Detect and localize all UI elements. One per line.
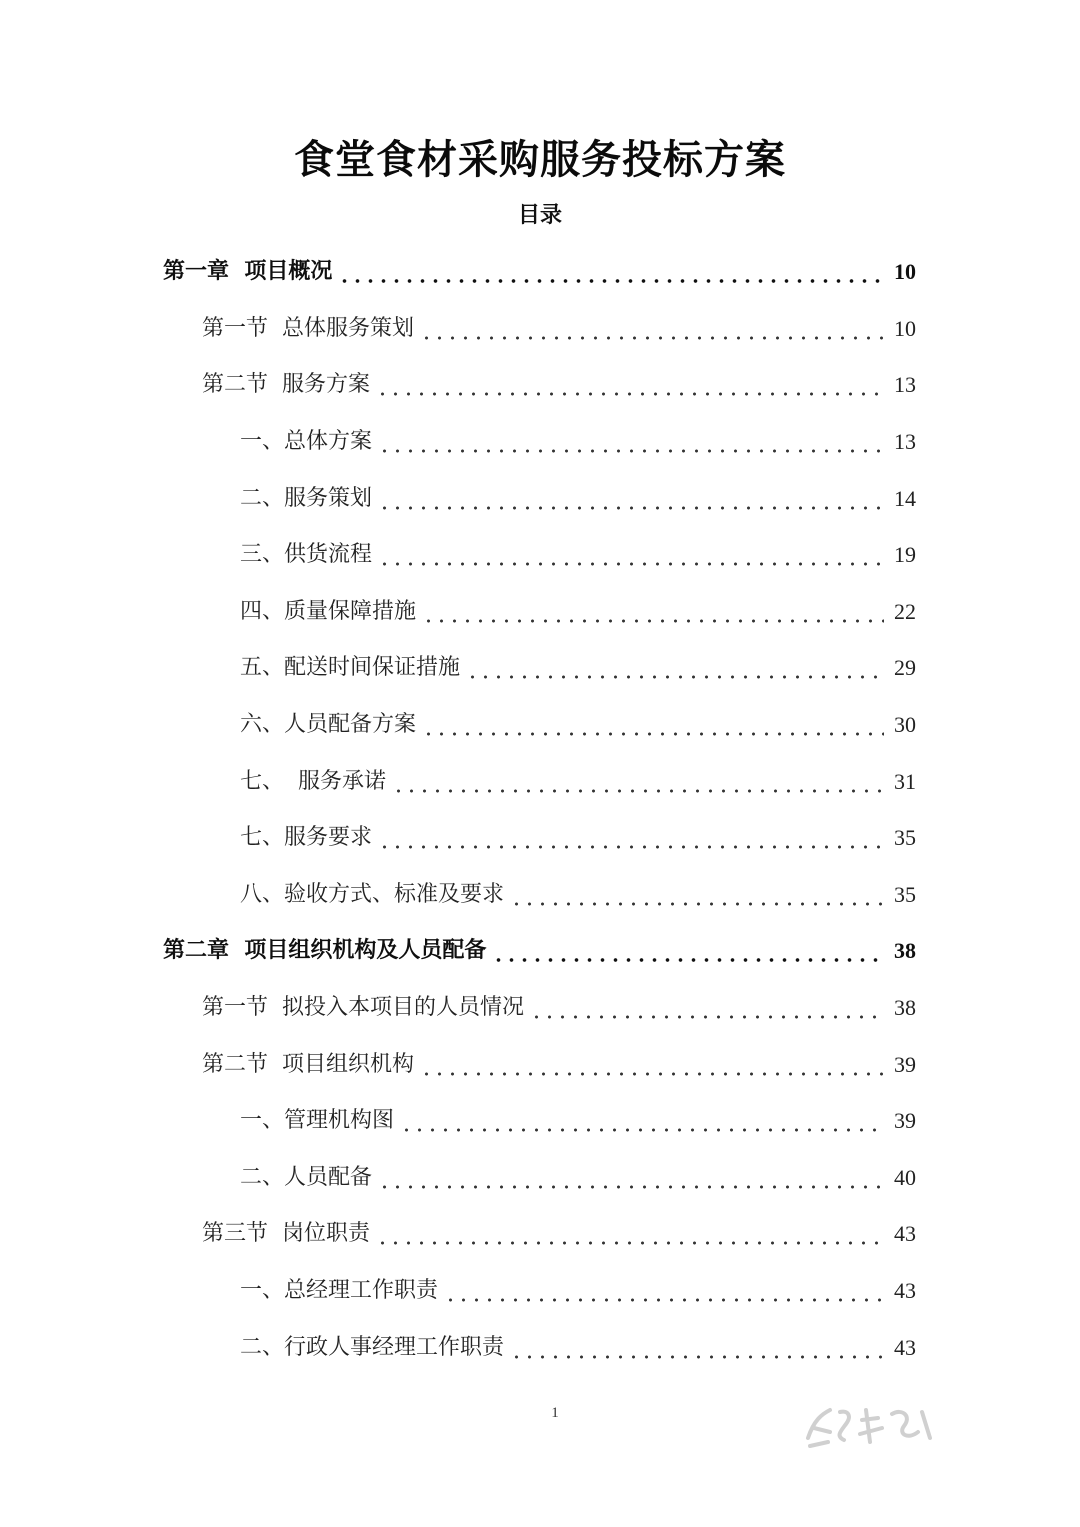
toc-entry-chapter[interactable]	[0, 244, 1080, 301]
toc-entry-page: 35	[894, 825, 916, 851]
dot-leader	[510, 880, 884, 910]
toc-entry-subsection[interactable]	[0, 1093, 1080, 1150]
dot-leader	[378, 1163, 884, 1193]
toc-entry-page: 13	[894, 372, 916, 398]
dot-leader	[492, 936, 884, 966]
dot-leader	[400, 1106, 884, 1136]
toc-entry-section[interactable]	[0, 980, 1080, 1037]
dot-leader	[338, 257, 884, 287]
toc-entry-subsection[interactable]	[0, 697, 1080, 754]
toc-entry-page: 31	[894, 768, 916, 794]
toc-entry-title: 六、人员配备方案	[240, 712, 417, 738]
toc-entry-title: 一、总经理工作职责	[240, 1277, 439, 1303]
toc-entry-page: 39	[894, 1051, 916, 1077]
toc-entry-page: 10	[894, 315, 916, 341]
toc-entry-subsection[interactable]	[0, 810, 1080, 867]
toc-entry-title: 五、配送时间保证措施	[240, 655, 461, 681]
toc-entry-page: 10	[894, 259, 916, 285]
toc-entry-title: 一、总体方案	[240, 429, 373, 455]
toc-entry-page: 38	[894, 938, 916, 964]
dot-leader	[422, 710, 884, 740]
toc-entry-subsection[interactable]	[0, 867, 1080, 924]
toc-entry-title: 第三节 岗位职责	[202, 1221, 370, 1247]
dot-leader	[530, 993, 884, 1023]
toc-entry-page: 43	[894, 1334, 916, 1360]
toc-entry-page: 29	[894, 655, 916, 681]
document-title: 食堂食材采购服务投标方案	[294, 137, 786, 183]
dot-leader	[378, 484, 884, 514]
toc-entry-page: 40	[894, 1164, 916, 1190]
toc-entry-title: 三、供货流程	[240, 542, 373, 568]
toc-entry-page: 43	[894, 1277, 916, 1303]
toc-entry-subsection[interactable]	[0, 414, 1080, 471]
toc-heading: 目录	[517, 203, 562, 228]
toc-entry-title: 七、 服务承诺	[240, 768, 386, 794]
dot-leader	[392, 767, 884, 797]
toc-entry-section[interactable]	[0, 357, 1080, 414]
toc-entry-title: 一、管理机构图	[240, 1108, 395, 1134]
dot-leader	[378, 427, 884, 457]
dot-leader	[422, 597, 884, 627]
toc-entry-page: 14	[894, 485, 916, 511]
toc-entry-subsection[interactable]	[0, 527, 1080, 584]
toc-entry-page: 39	[894, 1108, 916, 1134]
toc-entry-title: 第一节 总体服务策划	[202, 315, 414, 341]
toc-entry-page: 43	[894, 1221, 916, 1247]
dot-leader	[444, 1276, 884, 1306]
toc-entry-subsection[interactable]	[0, 753, 1080, 810]
toc-entry-section[interactable]	[0, 1206, 1080, 1263]
toc-entry-title: 二、行政人事经理工作职责	[240, 1334, 505, 1360]
toc-entry-page: 30	[894, 712, 916, 738]
toc-entry-subsection[interactable]	[0, 1319, 1080, 1376]
toc-entry-subsection[interactable]	[0, 1263, 1080, 1320]
dot-leader	[378, 823, 884, 853]
toc-entry-title: 八、验收方式、标准及要求	[240, 881, 505, 907]
toc-entry-page: 38	[894, 995, 916, 1021]
toc-entry-title: 第二节 项目组织机构	[202, 1051, 414, 1077]
dot-leader	[378, 540, 884, 570]
toc-entry-title: 第一章 项目概况	[163, 259, 333, 285]
toc-entry-subsection[interactable]	[0, 1150, 1080, 1207]
toc-entry-subsection[interactable]	[0, 640, 1080, 697]
toc-entry-title: 第二节 服务方案	[202, 372, 370, 398]
table-of-contents	[0, 244, 1080, 1376]
toc-entry-page: 35	[894, 881, 916, 907]
toc-entry-page: 13	[894, 429, 916, 455]
toc-entry-title: 七、服务要求	[240, 825, 373, 851]
dot-leader	[510, 1333, 884, 1363]
toc-entry-title: 二、服务策划	[240, 485, 373, 511]
toc-entry-chapter[interactable]	[0, 923, 1080, 980]
dot-leader	[420, 1050, 884, 1080]
toc-entry-title: 二、人员配备	[240, 1164, 373, 1190]
toc-entry-page: 19	[894, 542, 916, 568]
toc-entry-section[interactable]	[0, 1036, 1080, 1093]
dot-leader	[466, 653, 884, 683]
toc-entry-title: 四、质量保障措施	[240, 598, 417, 624]
dot-leader	[420, 314, 884, 344]
toc-entry-subsection[interactable]	[0, 584, 1080, 641]
toc-entry-title: 第二章 项目组织机构及人员配备	[163, 938, 487, 964]
toc-entry-page: 22	[894, 598, 916, 624]
watermark-logo	[800, 1398, 940, 1454]
toc-entry-subsection[interactable]	[0, 470, 1080, 527]
dot-leader	[376, 370, 884, 400]
page-number: 1	[551, 1405, 559, 1421]
toc-entry-title: 第一节 拟投入本项目的人员情况	[202, 995, 524, 1021]
toc-entry-section[interactable]	[0, 301, 1080, 358]
dot-leader	[376, 1219, 884, 1249]
